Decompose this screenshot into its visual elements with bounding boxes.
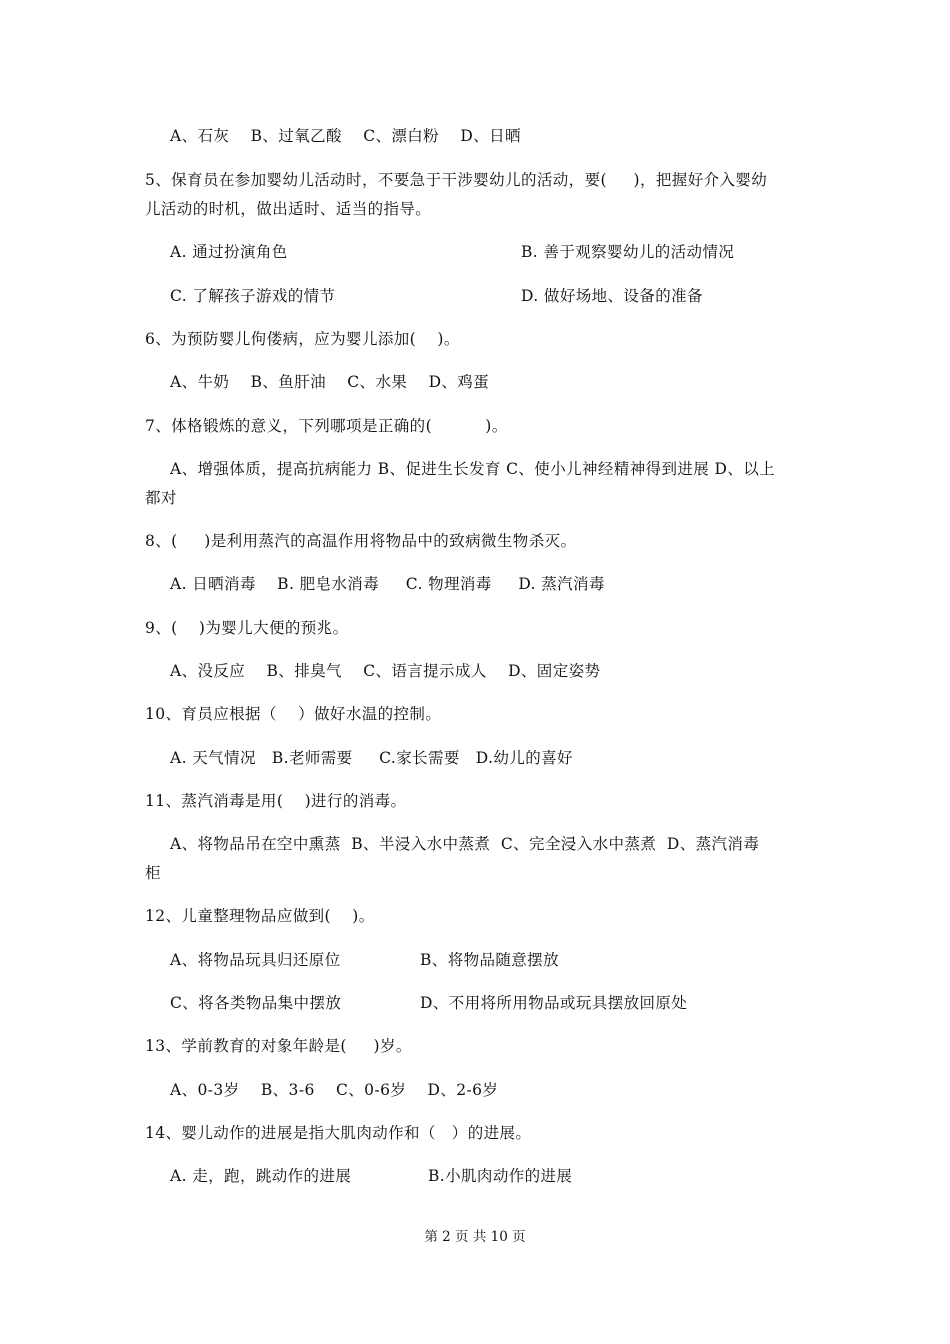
q11-options-cont: 柜 — [145, 864, 161, 882]
q5-option-b: B. 善于观察婴幼儿的活动情况 — [521, 243, 735, 261]
q5-option-a: A. 通过扮演角色 — [170, 243, 288, 261]
q12-option-a: A、将物品玩具归还原位 — [170, 951, 341, 969]
q14-option-a: A. 走，跑，跳动作的进展 — [170, 1167, 352, 1185]
q11-text: 11、蒸汽消毒是用( )进行的消毒。 — [145, 792, 407, 810]
q8-text: 8、( )是利用蒸汽的高温作用将物品中的致病微生物杀灭。 — [145, 532, 577, 550]
q5-option-c: C. 了解孩子游戏的情节 — [170, 287, 336, 305]
q14-option-b: B.小肌肉动作的进展 — [428, 1167, 573, 1185]
q5-text-cont: 儿活动的时机，做出适时、适当的指导。 — [145, 200, 432, 218]
q7-options: A、增强体质，提高抗病能力 B、促进生长发育 C、使小儿神经精神得到进展 D、以上 — [170, 460, 776, 478]
q9-options: A、没反应 B、排臭气 C、语言提示成人 D、固定姿势 — [170, 662, 601, 680]
q11-options: A、将物品吊在空中熏蒸 B、半浸入水中蒸煮 C、完全浸入水中蒸煮 D、蒸汽消毒 — [170, 835, 760, 853]
q14-text: 14、婴儿动作的进展是指大肌肉动作和（ ）的进展。 — [145, 1124, 532, 1142]
q4-options: A、石灰 B、过氧乙酸 C、漂白粉 D、日晒 — [170, 127, 521, 145]
q13-text: 13、学前教育的对象年龄是( )岁。 — [145, 1037, 412, 1055]
q13-options: A、0-3岁 B、3-6 C、0-6岁 D、2-6岁 — [170, 1081, 499, 1099]
q8-options: A. 日晒消毒 B. 肥皂水消毒 C. 物理消毒 D. 蒸汽消毒 — [170, 575, 605, 593]
q7-options-cont: 都对 — [145, 489, 177, 507]
q9-text: 9、( )为婴儿大便的预兆。 — [145, 619, 349, 637]
q12-text: 12、儿童整理物品应做到( )。 — [145, 907, 375, 925]
q6-text: 6、为预防婴儿佝偻病，应为婴儿添加( )。 — [145, 330, 460, 348]
q10-text: 10、育员应根据（ ）做好水温的控制。 — [145, 705, 442, 723]
q7-text: 7、体格锻炼的意义，下列哪项是正确的( )。 — [145, 417, 508, 435]
q12-option-d: D、不用将所用物品或玩具摆放回原处 — [420, 994, 688, 1012]
q6-options: A、牛奶 B、鱼肝油 C、水果 D、鸡蛋 — [170, 373, 490, 391]
q10-options: A. 天气情况 B.老师需要 C.家长需要 D.幼儿的喜好 — [170, 749, 573, 767]
page-footer: 第 2 页 共 10 页 — [424, 1229, 526, 1245]
q5-text: 5、保育员在参加婴幼儿活动时，不要急于干涉婴幼儿的活动，要( )，把握好介入婴幼 — [145, 171, 768, 189]
q12-option-b: B、将物品随意摆放 — [420, 951, 559, 969]
q5-option-d: D. 做好场地、设备的准备 — [521, 287, 703, 305]
q12-option-c: C、将各类物品集中摆放 — [170, 994, 342, 1012]
